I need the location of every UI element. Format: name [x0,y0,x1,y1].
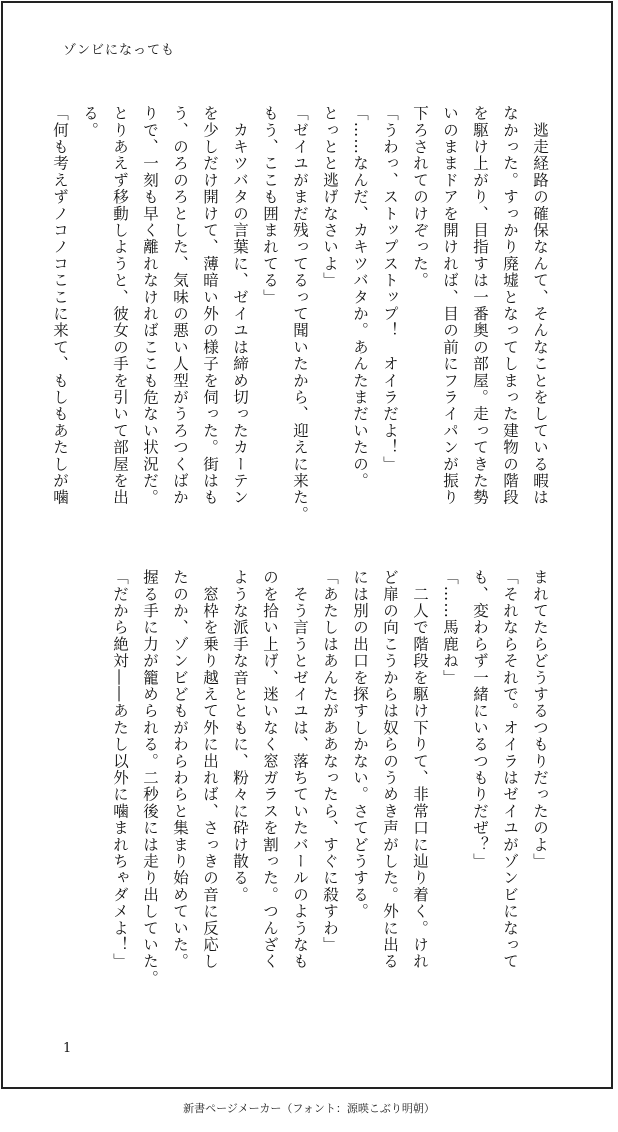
text-line: 「ゼイユがまだ残ってるって聞いたから、迎えに来た。 [291,105,309,523]
upper-text-column [51,105,555,539]
text-line: 「何も考えずノコノコここに来て、もしもあたしが噛 [51,105,69,506]
text-line: 「だから絶対――あたし以外に噛まれちゃダメよ！」 [111,569,129,970]
text-line: 「……なんだ、カキツバタか。あんたまだいたの。 [351,105,369,490]
text-line: のを拾い上げ、迷いなく窓ガラスを割った。つんざく [261,569,279,970]
text-line: いのままドアを開ければ、目の前にフライパンが振り [441,105,459,506]
text-line: 二人で階段を駆け下りて、非常口に辿り着く。けれ [411,569,429,970]
footer-credit: 新書ページメーカー（フォント：源暎こぶり明朝） [183,1102,435,1115]
text-line: たのか、ゾンビどもがわらわらと集まり始めていた。 [171,569,189,970]
text-line: 「うわっ、ストップストップ！ オイラだよ！」 [381,105,399,473]
text-line: る。 [81,105,99,139]
text-line: う、のろのろとした、気味の悪い人型がうろつくばか [171,105,189,506]
text-line: 「それならそれで。オイラはゼイユがゾンビになって [501,569,519,970]
text-line: りで、一刻も早く離れなければここも危ない状況だ。 [141,105,159,506]
text-line: ような派手な音とともに、粉々に砕け散る。 [231,569,249,903]
running-header-title: ゾンビになっても [63,43,176,58]
text-line: 「あたしはあんたがああなったら、すぐに殺すわ」 [321,569,339,954]
text-line: 窓枠を乗り越えて外に出れば、さっきの音に反応し [201,569,219,970]
text-line: も、変わらず一緒にいるつもりだぜ？」 [471,569,489,870]
text-line: とっとと逃げなさいよ」 [321,105,339,289]
text-line: もう、ここも囲まれてる」 [261,105,279,306]
text-line: 逃走経路の確保なんて、そんなことをしている暇は [531,105,549,506]
text-line: 「……馬鹿ね」 [441,569,459,686]
text-line: を駆け上がり、目指すは一番奥の部屋。走ってきた勢 [471,105,489,506]
text-line: ど扉の向こうからは奴らのうめき声がした。外に出る [381,569,399,970]
text-line: を少しだけ開けて、薄暗い外の様子を伺った。街はも [201,105,219,506]
text-line: なかった。すっかり廃墟となってしまった建物の階段 [501,105,519,506]
text-line: まれてたらどうするつもりだったのよ」 [531,569,549,870]
text-line: とりあえず移動しようと、彼女の手を引いて部屋を出 [111,105,129,506]
lower-text-column [75,569,555,1009]
text-line: には別の出口を探すしかない。さてどうする。 [351,569,369,920]
text-line: 下ろされてのけぞった。 [411,105,429,289]
text-line: そう言うとゼイユは、落ちていたバールのようなも [291,569,309,970]
text-line: カキツバタの言葉に、ゼイユは締め切ったカーテン [231,105,249,506]
page-number: 1 [63,1041,72,1056]
book-page [1,1,613,1089]
text-line: 握る手に力が籠められる。二秒後には走り出していた。 [141,569,159,987]
